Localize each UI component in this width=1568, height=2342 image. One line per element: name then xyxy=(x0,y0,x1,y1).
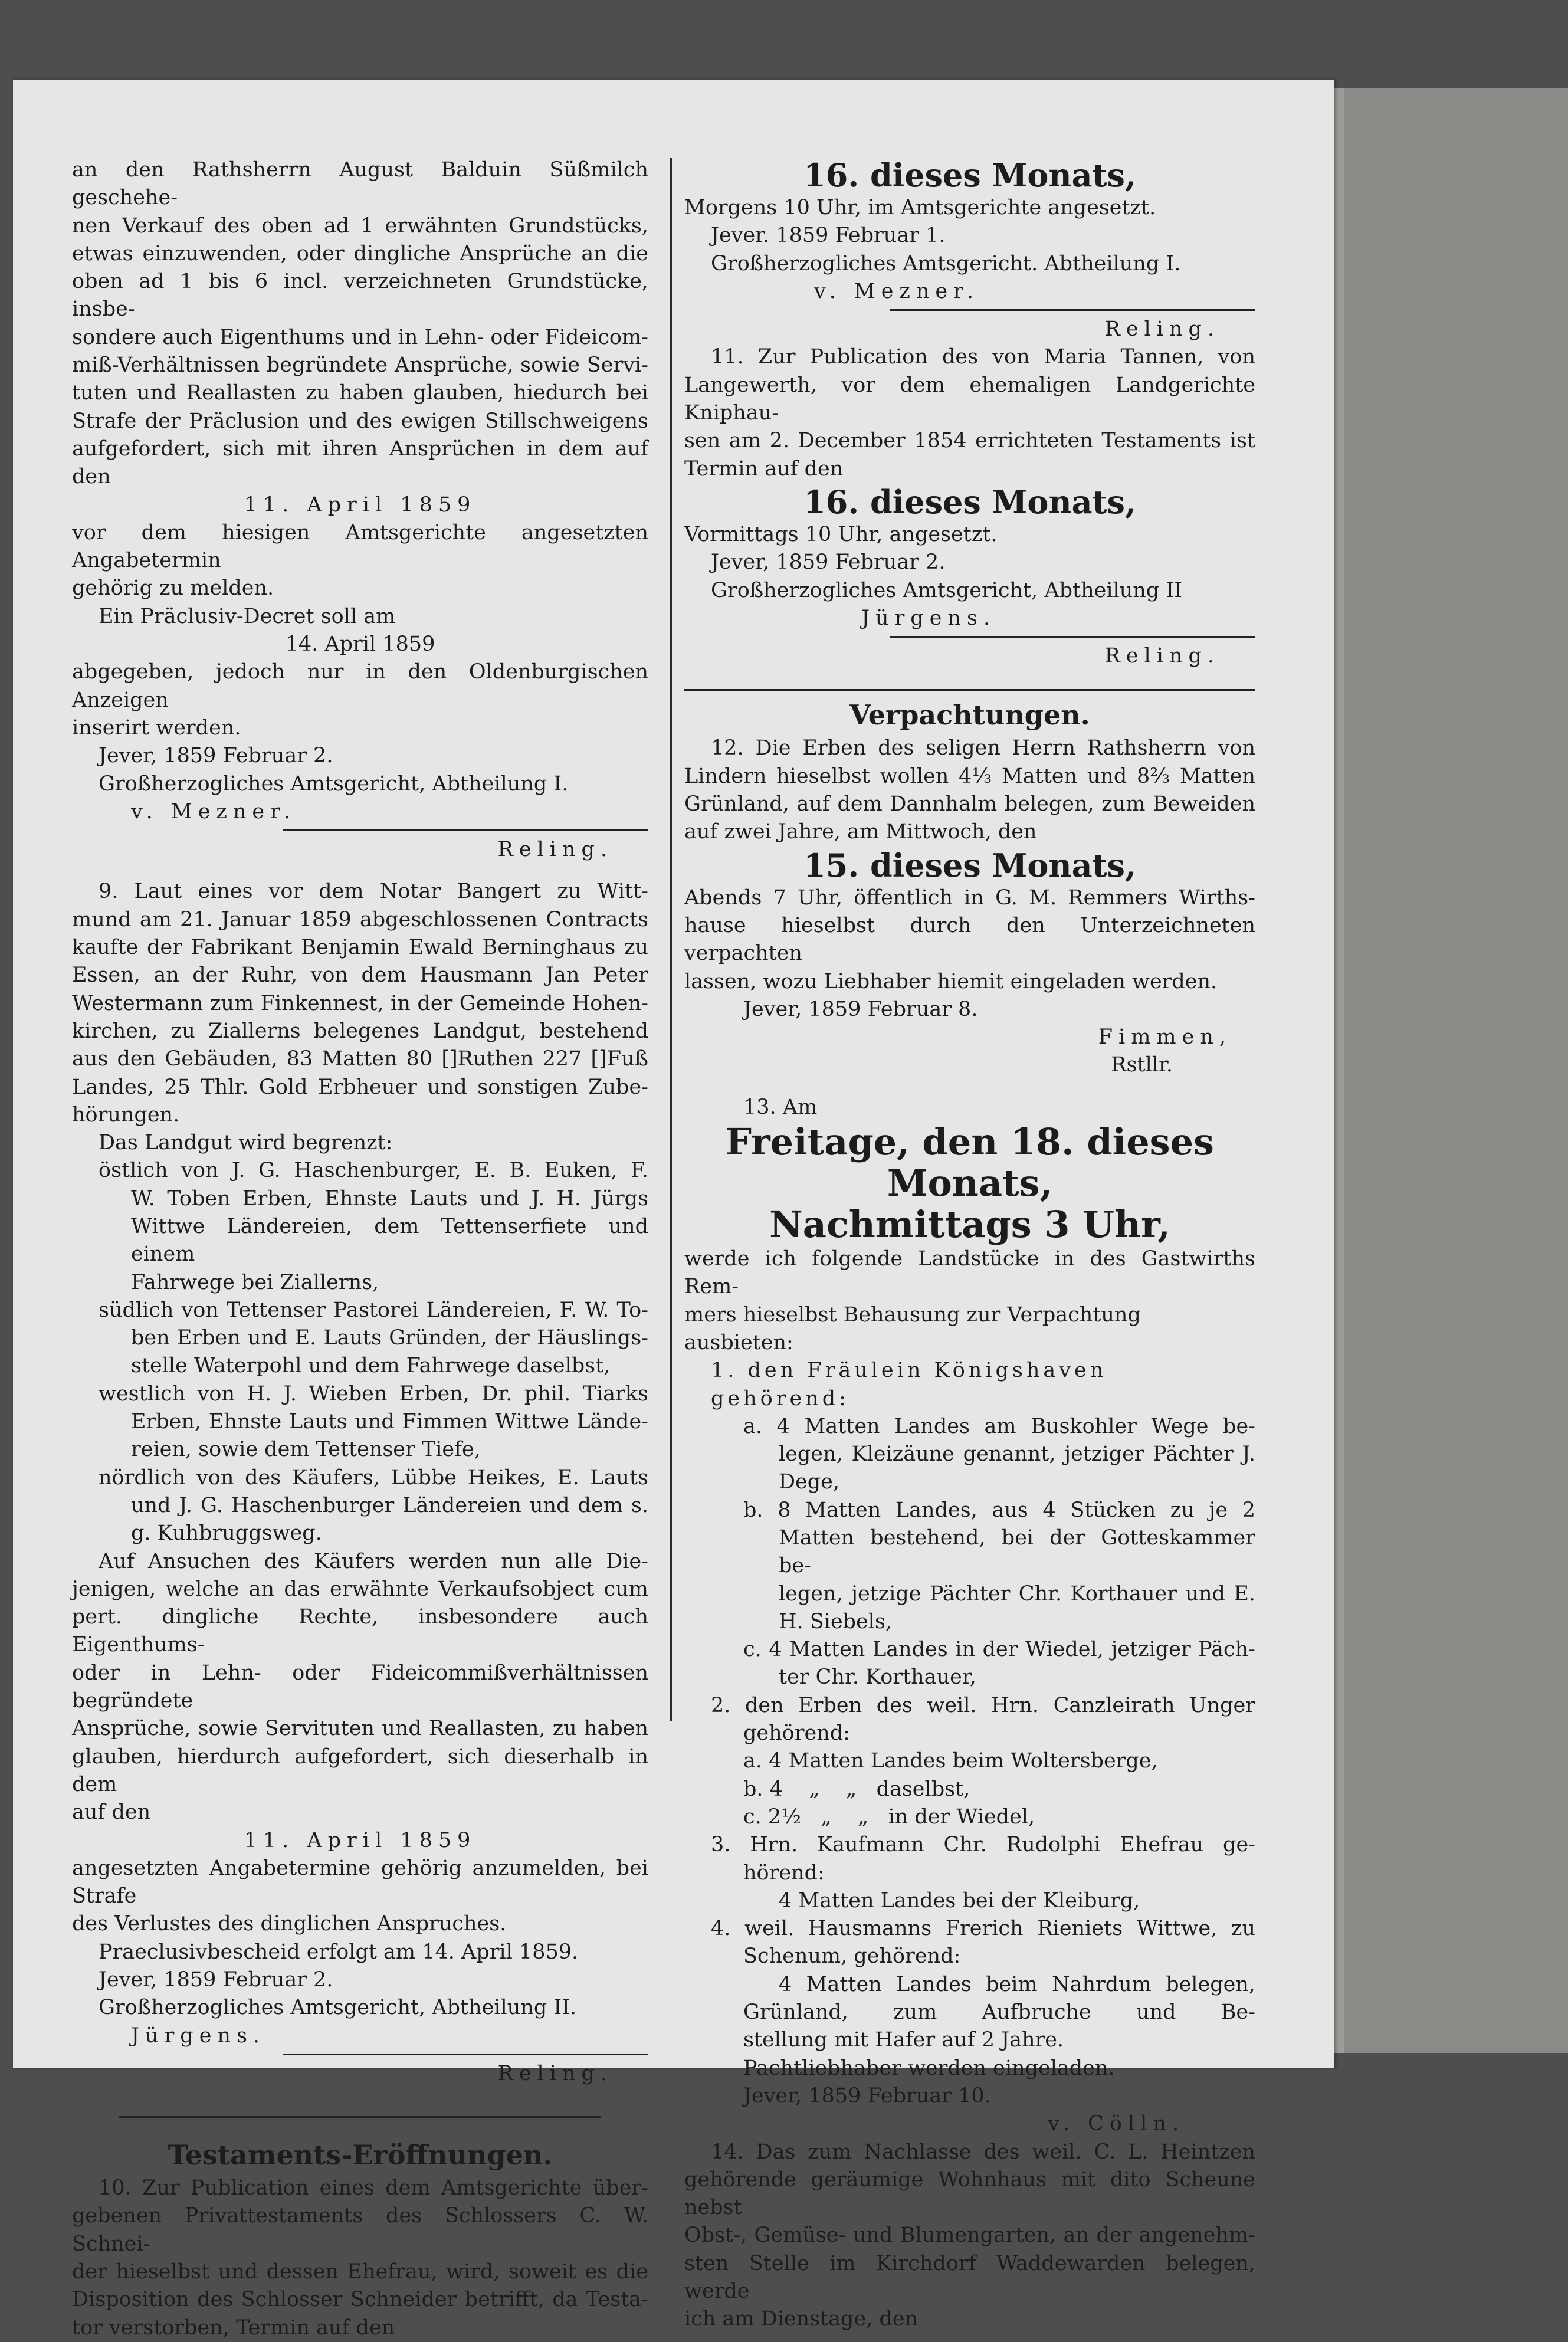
place-date: Jever. 1859 Februar 1. xyxy=(711,224,946,248)
text-line: gebenen Privattestaments des Schlossers C. W. Schnei- xyxy=(72,2204,648,2256)
text-line: Ein Präclusiv-Decret soll am xyxy=(99,604,396,628)
list-item: 4 Matten Landes beim Nahrdum belegen, xyxy=(779,1972,1255,1996)
text-line: oder in Lehn- oder Fideicommißverhältnissen begründete xyxy=(72,1661,648,1713)
text-line: W. Toben Erben, Ehnste Lauts und J. H. Jürgs xyxy=(131,1186,648,1211)
court-name: Großherzogliches Amtsgericht, Abtheilung I. xyxy=(99,772,569,796)
text-line: pert. dingliche Rechte, insbesondere auch Eigenthums- xyxy=(72,1605,648,1657)
text-line: gehörig zu melden. xyxy=(72,576,274,601)
column-divider xyxy=(670,158,672,1721)
place-date: Jever, 1859 Februar 8. xyxy=(743,997,978,1021)
text-line: jenigen, welche an das erwähnte Verkaufsobject cum xyxy=(72,1577,648,1601)
list-item: Schenum, gehörend: xyxy=(743,1944,961,1969)
text-line: an den Rathsherrn August Balduin Süßmilch geschehe- xyxy=(72,158,648,210)
text-line: Pachtliebhaber werden eingeladen. xyxy=(743,2056,1115,2080)
text-line: Lindern hieselbst wollen 4⅓ Matten und 8⅔ Matten xyxy=(684,764,1255,788)
text-line: Obst-, Gemüse- und Blumengarten, an der angenehm- xyxy=(684,2223,1255,2248)
date-line: 14. April 1859 xyxy=(285,632,435,657)
right-column xyxy=(684,156,1255,2334)
text-line: Grünland, auf dem Dannhalm belegen, zum Beweiden xyxy=(684,792,1255,816)
text-line: Das Landgut wird begrenzt: xyxy=(99,1131,393,1155)
text-line: tor verstorben, Termin auf den xyxy=(72,2315,395,2340)
text-line: g. Kuhbruggsweg. xyxy=(131,1521,322,1546)
text-line: 14. Das zum Nachlasse des weil. C. L. Heintzen xyxy=(711,2140,1255,2164)
text-line: Disposition des Schlosser Schneider betrifft, da Testa- xyxy=(72,2288,648,2312)
text-line: des Verlustes des dinglichen Anspruches. xyxy=(72,1912,507,1936)
place-date: Jever, 1859 Februar 10. xyxy=(743,2084,991,2108)
text-line: kaufte der Fabrikant Benjamin Ewald Berninghaus zu xyxy=(72,936,648,960)
text-line: angesetzten Angabetermine gehörig anzumelden, bei Strafe xyxy=(72,1856,648,1908)
text-line: 9. Laut eines vor dem Notar Bangert zu Witt- xyxy=(99,880,648,904)
date-line: 11. April 1859 xyxy=(244,493,477,517)
date-line: 11. April 1859 xyxy=(244,1828,477,1852)
text-line: nen Verkauf des oben ad 1 erwähnten Grundstücks, xyxy=(72,214,648,238)
text-line: nördlich von des Käufers, Lübbe Heikes, E. Lauts xyxy=(99,1465,648,1490)
list-item: 4 Matten Landes bei der Kleiburg, xyxy=(779,1888,1140,1913)
signature: Jürgens. xyxy=(131,2023,266,2048)
date-heading: 16. dieses Monats, xyxy=(803,156,1136,194)
list-item: stellung mit Hafer auf 2 Jahre. xyxy=(743,2028,1064,2052)
signature: Reling. xyxy=(1104,644,1220,668)
text-line: vor dem hiesigen Amtsgerichte angesetzten Angabetermin xyxy=(72,520,648,573)
section-heading: Verpachtungen. xyxy=(849,699,1090,732)
list-item: 4. weil. Hausmanns Frerich Rieniets Wittwe, zu xyxy=(711,1917,1255,1941)
text-line: südlich von Tettenser Pastorei Ländereien, F. W. To- xyxy=(99,1298,648,1322)
list-item: b. 8 Matten Landes, aus 4 Stücken zu je 2 xyxy=(743,1498,1255,1522)
signature-rule xyxy=(890,636,1255,638)
text-line: etwas einzuwenden, oder dingliche Ansprüche an die xyxy=(72,241,648,265)
text-line: stelle Waterpohl und dem Fahrwege daselbst, xyxy=(131,1354,611,1378)
text-line: hause hieselbst durch den Unterzeichneten verpachten xyxy=(684,913,1255,966)
text-line: inserirt werden. xyxy=(72,716,241,740)
court-name: Großherzogliches Amtsgericht, Abtheilung II xyxy=(711,578,1183,602)
text-line: Termin auf den xyxy=(684,457,844,481)
text-line: Erben, Ehnste Lauts und Fimmen Wittwe Lände- xyxy=(131,1410,648,1434)
text-line: gehörende geräumige Wohnhaus mit dito Scheune nebst xyxy=(684,2167,1255,2220)
text-line: hörungen. xyxy=(72,1103,180,1127)
text-line: oben ad 1 bis 6 incl. verzeichneten Grundstücke, insbe- xyxy=(72,270,648,322)
text-line: miß-Verhältnissen begründete Ansprüche, sowie Servi- xyxy=(72,353,648,378)
signature: v. Mezner. xyxy=(814,279,980,303)
text-line: werde ich folgende Landstücke in des Gastwirths Rem- xyxy=(684,1247,1255,1299)
text-line: kirchen, zu Ziallerns belegenes Landgut, bestehend xyxy=(72,1019,648,1043)
text-line: der hieselbst und dessen Ehefrau, wird, soweit es die xyxy=(72,2260,648,2284)
text-line: ich am Dienstage, den xyxy=(684,2307,919,2331)
list-item: 3. Hrn. Kaufmann Chr. Rudolphi Ehefrau ge- xyxy=(711,1833,1255,1857)
text-line: tuten und Reallasten zu haben glauben, hiedurch bei xyxy=(72,381,648,405)
signature: v. Cölln. xyxy=(1048,2112,1185,2136)
text-line: westlich von H. J. Wieben Erben, Dr. phil. Tiarks xyxy=(99,1382,648,1406)
text-line: 12. Die Erben des seligen Herrn Rathsherrn von xyxy=(711,736,1255,760)
section-rule xyxy=(684,689,1255,691)
signature: v. Mezner. xyxy=(131,799,297,824)
signature-rule xyxy=(890,309,1255,311)
text-line: mers hieselbst Behausung zur Verpachtung ausbieten: xyxy=(684,1303,1141,1354)
signature-rule xyxy=(283,2054,648,2055)
text-line: Fahrwege bei Ziallerns, xyxy=(131,1270,379,1294)
left-column xyxy=(72,156,648,2342)
list-item: ter Chr. Korthauer, xyxy=(779,1665,976,1690)
text-line: sen am 2. December 1854 errichteten Testaments ist xyxy=(684,429,1255,453)
list-item: c. 2½ „ „ in der Wiedel, xyxy=(743,1805,1035,1829)
signature-title: Rstllr. xyxy=(1111,1053,1173,1077)
list-item: a. 4 Matten Landes beim Woltersberge, xyxy=(743,1749,1158,1773)
text-line: Ansprüche, sowie Servituten und Reallasten, zu haben xyxy=(72,1717,648,1741)
text-line: Strafe der Präclusion und des ewigen Stillschweigens xyxy=(72,409,648,433)
text-line: Abends 7 Uhr, öffentlich in G. M. Remmers Wirths- xyxy=(684,885,1255,910)
court-name: Großherzogliches Amtsgericht, Abtheilung II. xyxy=(99,1996,577,2020)
text-line: auf den xyxy=(72,1800,151,1825)
text-line: 11. Zur Publication des von Maria Tannen, von xyxy=(711,345,1255,369)
text-line: 10. Zur Publication eines dem Amtsgerichte über- xyxy=(99,2176,648,2200)
list-item: 1. den Fräulein Königshaven gehörend: xyxy=(711,1359,1107,1411)
time-heading: Nachmittags 3 Uhr, xyxy=(769,1203,1170,1247)
text-line: Wittwe Ländereien, dem Tettenserfiete und einem xyxy=(131,1214,648,1267)
signature: Fimmen, xyxy=(1098,1025,1232,1049)
text-line: aus den Gebäuden, 83 Matten 80 []Ruthen 227 []Fuß xyxy=(72,1047,648,1071)
text-line: auf zwei Jahre, am Mittwoch, den xyxy=(684,820,1037,844)
signature: Reling. xyxy=(497,2061,613,2085)
book-cover xyxy=(1344,88,1568,2053)
list-item: hörend: xyxy=(743,1861,825,1885)
section-heading: Testaments-Eröffnungen. xyxy=(168,2139,553,2172)
text-line: Vormittags 10 Uhr, angesetzt. xyxy=(684,522,998,546)
text-line: Westermann zum Finkennest, in der Gemeinde Hohen- xyxy=(72,991,648,1015)
place-date: Jever, 1859 Februar 2. xyxy=(99,1968,333,1992)
text-line: abgegeben, jedoch nur in den Oldenburgischen Anzeigen xyxy=(72,660,648,712)
text-line: ben Erben und E. Lauts Gründen, der Häuslings- xyxy=(131,1326,648,1350)
list-item: H. Siebels, xyxy=(779,1609,893,1634)
list-item: legen, jetzige Pächter Chr. Korthauer und E. xyxy=(779,1582,1255,1606)
signature: Reling. xyxy=(1104,317,1220,342)
text-line: sten Stelle im Kirchdorf Waddewarden belegen, werde xyxy=(684,2251,1255,2303)
list-item: a. 4 Matten Landes am Buskohler Wege be- xyxy=(743,1414,1255,1438)
text-line: Essen, an der Ruhr, von dem Hausmann Jan Peter xyxy=(72,963,648,988)
court-name: Großherzogliches Amtsgericht. Abtheilung I. xyxy=(711,251,1181,275)
date-heading: Freitage, den 18. dieses Monats, xyxy=(726,1120,1214,1205)
text-line: reien, sowie dem Tettenser Tiefe, xyxy=(131,1438,481,1462)
text-line: aufgefordert, sich mit ihren Ansprüchen in dem auf den xyxy=(72,437,648,489)
text-line: östlich von J. G. Haschenburger, E. B. Euken, F. xyxy=(99,1159,648,1183)
text-line: lassen, wozu Liebhaber hiemit eingeladen werden. xyxy=(684,969,1218,993)
section-rule xyxy=(119,2116,601,2118)
signature: Jürgens. xyxy=(861,606,996,630)
text-line: mund am 21. Januar 1859 abgeschlossenen Contracts xyxy=(72,907,648,931)
text-line: Praeclusivbescheid erfolgt am 14. April 1859. xyxy=(99,1940,579,1964)
date-heading: 16. dieses Monats, xyxy=(803,483,1136,521)
text-line: sondere auch Eigenthums und in Lehn- oder Fideicom- xyxy=(72,325,648,349)
signature-rule xyxy=(283,829,648,831)
place-date: Jever, 1859 Februar 2. xyxy=(711,550,946,575)
text-line: Langewerth, vor dem ehemaligen Landgerichte Kniphau- xyxy=(684,373,1255,425)
list-item: c. 4 Matten Landes in der Wiedel, jetziger Päch- xyxy=(743,1638,1255,1662)
date-heading: 15. dieses Monats, xyxy=(803,846,1136,884)
list-item: legen, Kleizäune genannt, jetziger Pächter J. xyxy=(779,1442,1255,1467)
list-item: gehörend: xyxy=(743,1721,850,1746)
text-line: Morgens 10 Uhr, im Amtsgerichte angesetzt. xyxy=(684,196,1156,219)
list-item: 2. den Erben des weil. Hrn. Canzleirath Unger xyxy=(711,1693,1255,1717)
list-item: Grünland, zum Aufbruche und Be- xyxy=(743,2000,1255,2025)
place-date: Jever, 1859 Februar 2. xyxy=(99,744,333,768)
text-line: 13. Am xyxy=(743,1095,818,1119)
list-item: b. 4 „ „ daselbst, xyxy=(743,1777,970,1801)
text-line: glauben, hierdurch aufgefordert, sich dieserhalb in dem xyxy=(72,1744,648,1796)
text-line: und J. G. Haschenburger Ländereien und dem s. xyxy=(131,1493,648,1517)
list-item: Dege, xyxy=(779,1470,840,1494)
signature: Reling. xyxy=(497,838,613,862)
text-line: Auf Ansuchen des Käufers werden nun alle Die- xyxy=(99,1549,648,1573)
text-line: Landes, 25 Thlr. Gold Erbheuer und sonstigen Zube- xyxy=(72,1075,648,1099)
list-item: Matten bestehend, bei der Gotteskammer be- xyxy=(779,1526,1255,1578)
